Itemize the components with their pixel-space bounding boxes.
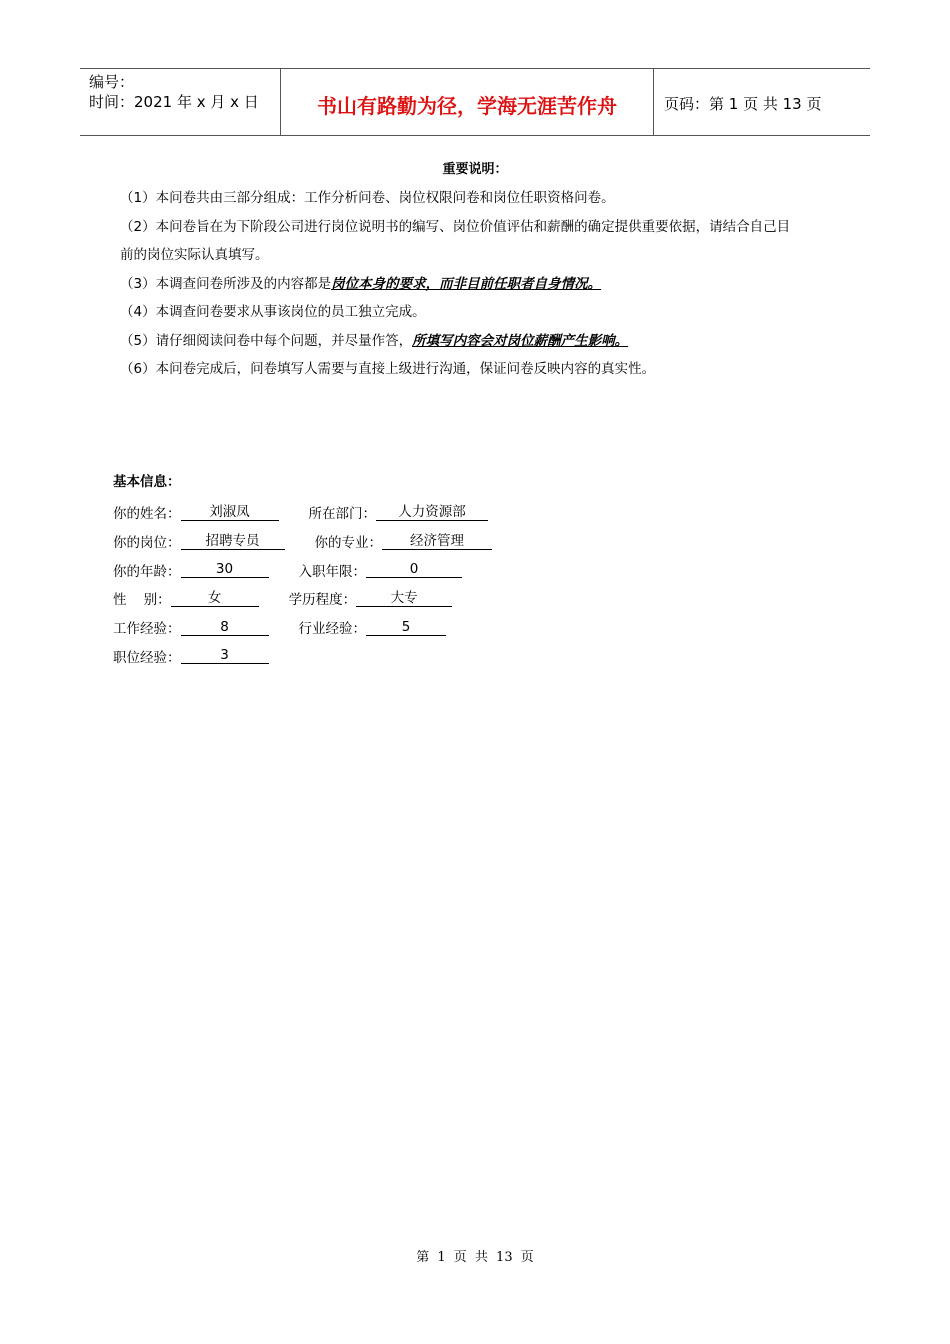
- name-label: 你的姓名：: [113, 506, 181, 523]
- work-exp-field: 8: [181, 619, 269, 636]
- gender-field: 女: [171, 590, 259, 607]
- age-field: 30: [181, 561, 269, 578]
- major-field: 经济管理: [382, 533, 492, 550]
- note-emphasis: 岗位本身的要求，而非目前任职者自身情况。: [331, 275, 602, 292]
- position-field: 招聘专员: [181, 533, 285, 550]
- name-field: 刘淑凤: [181, 504, 279, 521]
- industry-exp-label: 行业经验：: [298, 621, 366, 638]
- note-text: （3）本调查问卷所涉及的内容都是: [120, 275, 332, 292]
- header-left-cell: [80, 69, 281, 135]
- header-page-label: 页码：第 1 页 共 13 页: [664, 94, 822, 113]
- form-row: [113, 527, 492, 556]
- note-emphasis: 所填写内容会对岗位薪酬产生影响。: [412, 332, 629, 349]
- form-row: [113, 613, 492, 642]
- form-row: [113, 498, 492, 527]
- edu-label: 学历程度：: [288, 592, 357, 609]
- gender-label: 性 别：: [113, 592, 171, 609]
- post-exp-label: 职位经验：: [113, 649, 181, 666]
- page-footer: 第 1 页 共 13 页: [416, 1250, 534, 1265]
- post-exp-field: 3: [181, 647, 269, 664]
- dept-field: 人力资源部: [376, 504, 488, 521]
- note-item: [120, 270, 840, 299]
- position-label: 你的岗位：: [113, 535, 181, 552]
- note-item: 前的岗位实际认真填写。: [120, 247, 269, 263]
- basic-info-title: 基本信息：: [113, 474, 181, 490]
- note-item: [120, 327, 840, 356]
- age-label: 你的年龄：: [113, 563, 181, 580]
- notes-title: 重要说明：: [442, 162, 508, 177]
- number-label: 编号：: [89, 73, 135, 91]
- note-item: （2）本问卷旨在为下阶段公司进行岗位说明书的编写、岗位价值评估和薪酬的确定提供重要依据，请结合自己目: [120, 218, 791, 235]
- form-row: [113, 555, 492, 584]
- form-row: [113, 584, 492, 613]
- note-text: （5）请仔细阅读问卷中每个问题，并尽量作答，: [120, 332, 413, 349]
- edu-field: 大专: [356, 590, 452, 607]
- note-item: （1）本问卷共由三部分组成：工作分析问卷、岗位权限问卷和岗位任职资格问卷。: [120, 190, 615, 206]
- tenure-label: 入职年限：: [298, 563, 366, 580]
- header-motto: 书山有路勤为径，学海无涯苦作舟: [281, 69, 654, 135]
- work-exp-label: 工作经验：: [113, 621, 181, 638]
- form-row: [113, 641, 492, 670]
- note-item: （6）本问卷完成后，问卷填写人需要与直接上级进行沟通，保证问卷反映内容的真实性。: [120, 361, 656, 377]
- date-label: 时间：2021 年 x 月 x 日: [89, 93, 259, 111]
- dept-label: 所在部门：: [308, 506, 376, 523]
- tenure-field: 0: [366, 561, 462, 578]
- industry-exp-field: 5: [366, 619, 446, 636]
- major-label: 你的专业：: [314, 535, 382, 552]
- page-header: [80, 68, 870, 136]
- notes-list: [120, 184, 840, 384]
- note-item: （4）本调查问卷要求从事该岗位的员工独立完成。: [120, 304, 426, 320]
- basic-info-form: [113, 498, 492, 670]
